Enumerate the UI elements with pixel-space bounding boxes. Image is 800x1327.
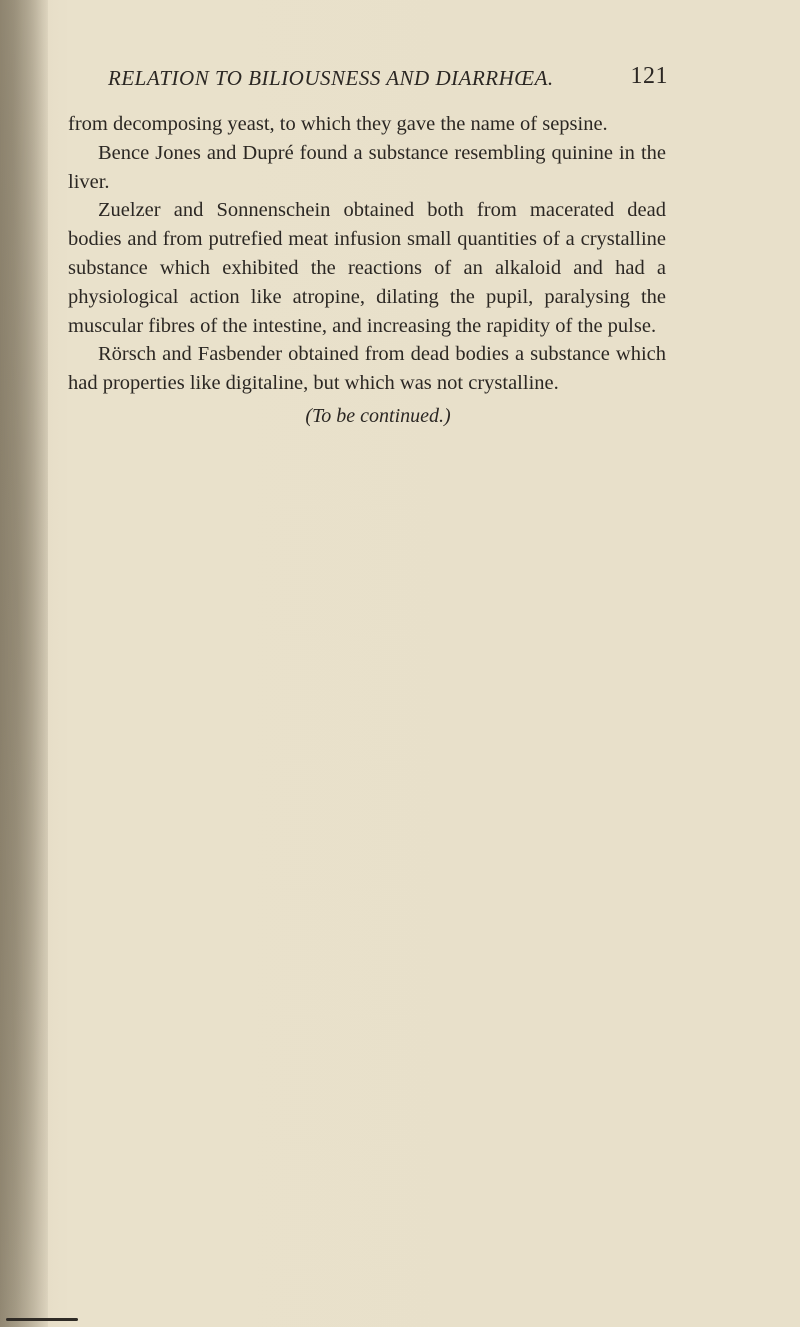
page-number: 121 (630, 63, 668, 89)
to-be-continued-note: (To be continued.) (305, 404, 451, 427)
bottom-edge-mark (6, 1318, 78, 1321)
running-head-title: RELATION TO BILIOUSNESS AND DIARRHŒA. (108, 66, 554, 90)
gutter-shadow (0, 0, 48, 1327)
paragraph-bence-jones: Bence Jones and Dupré found a substance resembling quinine in the liver. (68, 141, 666, 193)
paragraph-zuelzer: Zuelzer and Sonnenschein obtained both from macerated dead bodies and from putrefied meat infusion small quantities of a crystalline substance which exhibited the reactions of an alkaloid and had a physiological action like atropine, dilating the pupil, paralysing the muscular fibres of the intestine, and increasing the rapidity of the pulse. (68, 199, 666, 337)
body-text (68, 110, 666, 431)
paragraph-rorsch: Rörsch and Fasbender obtained from dead bodies a substance which had properties like digitaline, but which was not crystalline. (68, 343, 666, 395)
running-head (108, 63, 668, 96)
paragraph-continuation: from decomposing yeast, to which they gave the name of sepsine. (68, 113, 608, 135)
